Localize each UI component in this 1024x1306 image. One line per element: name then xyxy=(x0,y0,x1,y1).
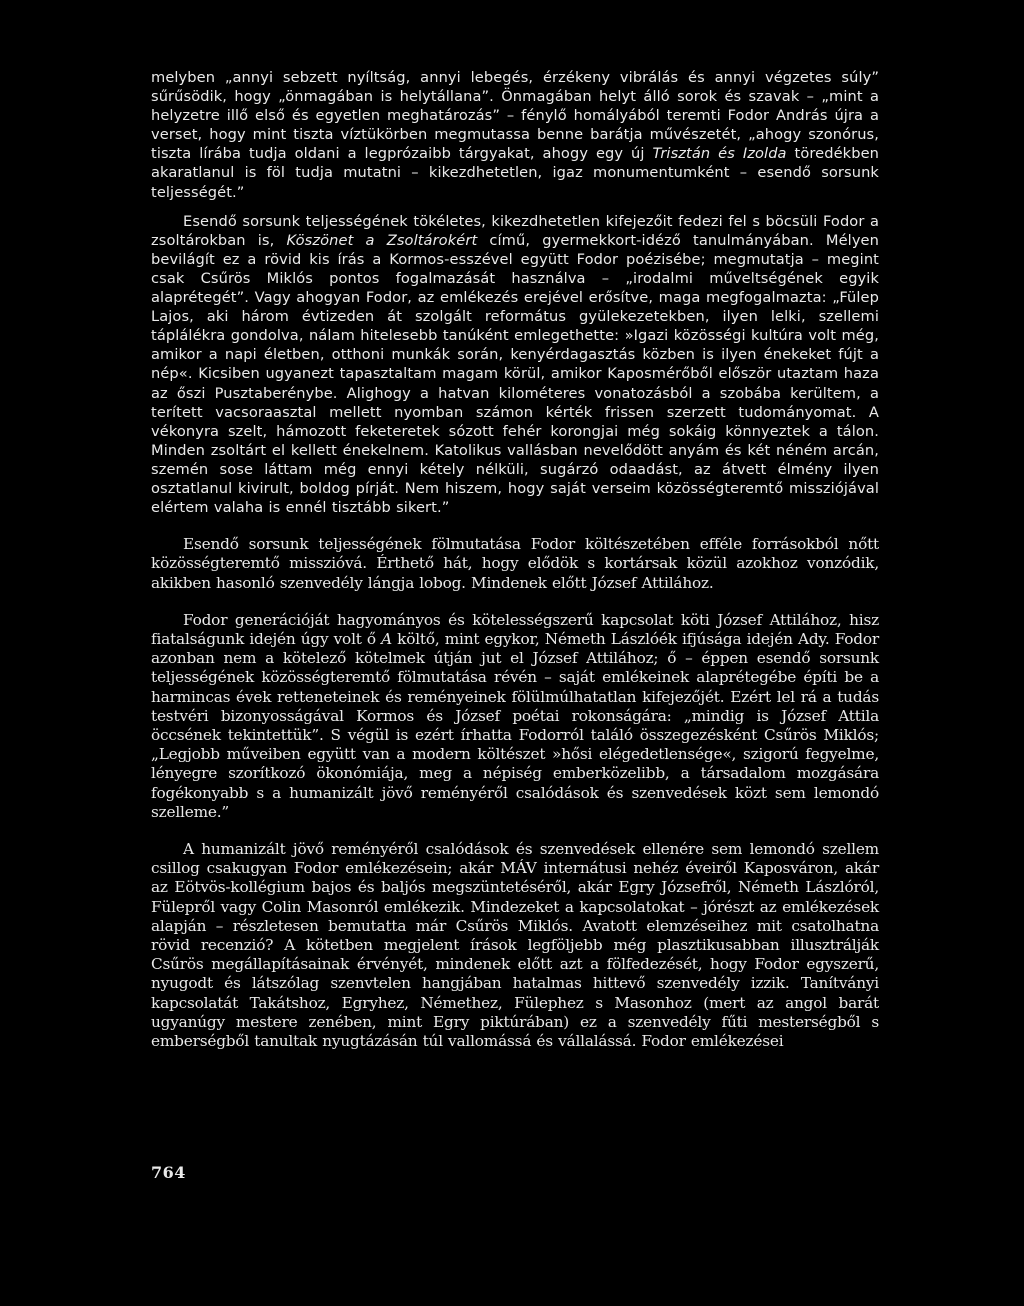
italic-emphasis-segment: A xyxy=(381,629,392,648)
paragraph-4 xyxy=(151,611,879,822)
text-segment: A humanizált jövő reményéről csalódások és szenvedések ellenére sem lemondó szellem csillog csakugyan Fodor emlékezésein; akár MÁV internátusi nehéz éveiről Kaposváron, akár az Eötvös-kollégium bajos és baljós megszüntetéséről, akár Egry Józsefről, Németh Lászlóról, Fülepről vagy Colin Masonról emlékezik. Mindezeket a kapcsolatokat – jórészt az emlékezések alapján – részletesen bemutatta már Csűrös Miklós. Avatott elemzéseihez mit csatolhatna rövid recenzió? A kötetben megjelent írások legföljebb még plasztikusabban illusztrálják Csűrös megállapításainak érvényét, mindenek előtt azt a fölfedezését, hogy Fodor egyszerű, nyugodt és látszólag szenvtelen hangjában hatalmas hittevő szenvedély izzik. Tanítványi kapcsolatát Takátshoz, Egryhez, Némethez, Fülephez s Masonhoz (mert az angol barát ugyanúgy mestere zenében, mint Egry piktúrában) ez a szenvedély fűti mesterségből s emberségből tanultak nyugtázásán túl vallomássá és vállalássá. Fodor emlékezései xyxy=(151,840,879,1051)
page-body xyxy=(151,68,879,1069)
page-number: 764 xyxy=(151,1163,186,1182)
paragraph-3 xyxy=(151,535,879,593)
text-segment: Esendő sorsunk teljességének fölmutatása Fodor költészetében efféle forrásokból nőtt közösségteremtő misszióvá. Érthető hát, hogy elődök s kortársak közül azokhoz vonzódik, akikben hasonló szenvedély lángja lobog. Mindenek előtt József Attilához. xyxy=(151,535,879,592)
text-segment: költő, mint egykor, Németh Lászlóék ifjúsága idején Ady. Fodor azonban nem a kötelező kötelmek útján jut el József Attilához; ő – éppen esendő sorsunk teljességének közösségteremtő fölmutatása révén – saját emlékeinek alaprétegébe építi be a harmincas évek retteneteinek és reményeinek fölülmúlhatatlan kifejezőjét. Ezért lel rá a tudás testvéri bizonyosságával Kormos és József poétai rokonságára: „mindig is József Attila öccsének tekintettük”. S végül is ezért írhatta Fodorról találó összegezésként Csűrös Miklós; „Legjobb műveiben együtt van a modern költészet »hősi elégedetlensége«, szigorú fegyelme, lényegre szorítkozó ökonómiája, meg a népiség emberközelibb, a társadalom mozgására fogékonyabb s a humanizált jövő reményéről csalódások és szenvedések közt sem lemondó szelleme.” xyxy=(151,629,879,821)
text-segment: Fodor generációját hagyományos és kötelességszerű kapcsolat köti József Attilához, hisz fiatalságunk idején úgy volt ő xyxy=(151,610,879,648)
paragraph-1 xyxy=(151,68,879,202)
text-segment: című, gyermekkort-idéző tanulmányában. Mélyen bevilágít ez a rövid kis írás a Kormos-esszével együtt Fodor poézisébe; megmutatja – megint csak Csűrös Miklós pontos fogalmazását használva – „irodalmi műveltségének egyik alaprétegét”. Vagy ahogyan Fodor, az emlékezés erejével erősítve, maga megfogalmazta: „Fülep Lajos, aki három évtizeden át szolgált református gyülekezetekben, ilyen lelki, szellemi táplálékra gondolva, nálam hitelesebb tanúként emlegethette: »Igazi közösségi kultúra volt még, amikor a napi életben, otthoni munkák során, kenyérdagasztás közben is ilyen énekeket fújt a nép«. Kicsiben ugyanezt tapasztaltam magam körül, amikor Kaposmérőből először utaztam haza az őszi Pusztaberénybe. Alighogy a hatvan kilométeres vonatozásból a szobába kerültem, a terített vacsoraasztal mellett nyomban számon kérték frissen szerzett tudományomat. A vékonyra szelt, hámozott feketeretek sózott fehér korongjai még sokáig könnyeztek a tálon. Minden zsoltárt el kellett énekelnem. Katolikus vallásban nevelődött anyám és két néném arcán, szemén sose láttam még ennyi kétely nélküli, sugárzó odaadást, az átvett élmény ilyen osztatlanul kivirult, boldog pírját. Nem hiszem, hogy saját verseim közösségteremtő missziójával elértem valaha is ennél tisztább sikert.” xyxy=(151,231,879,517)
text-segment: Esendő sorsunk teljességének tökéletes, kikezdhetetlen kifejezőit fedezi fel s böcsüli Fodor a zsoltárokban is, xyxy=(151,212,879,249)
paragraph-5 xyxy=(151,840,879,1051)
text-segment: melyben „annyi sebzett nyíltság, annyi lebegés, érzékeny vibrálás és annyi végzetes súly” sűrűsödik, hogy „önmagában is helytállana”. Önmagában helyt álló sorok és szavak – „mint a helyzetre illő első és egyetlen meghatározás” – fénylő homályából teremti Fodor András újra a verset, hogy mint tiszta víztükörben megmutassa benne barátja művészetét, „ahogy szonórus, tiszta lírába tudja oldani a legprózaibb tárgyakat, ahogy egy új xyxy=(151,69,879,163)
italic-title-segment: Trisztán és Izolda xyxy=(652,145,787,163)
text-segment: töredékben akaratlanul is föl tudja mutatni – kikezdhetetlen, igaz monumentumként – esendő sorsunk teljességét.” xyxy=(151,145,880,201)
paragraph-2 xyxy=(151,212,879,518)
italic-title-segment: Köszönet a Zsoltárokért xyxy=(286,231,478,249)
